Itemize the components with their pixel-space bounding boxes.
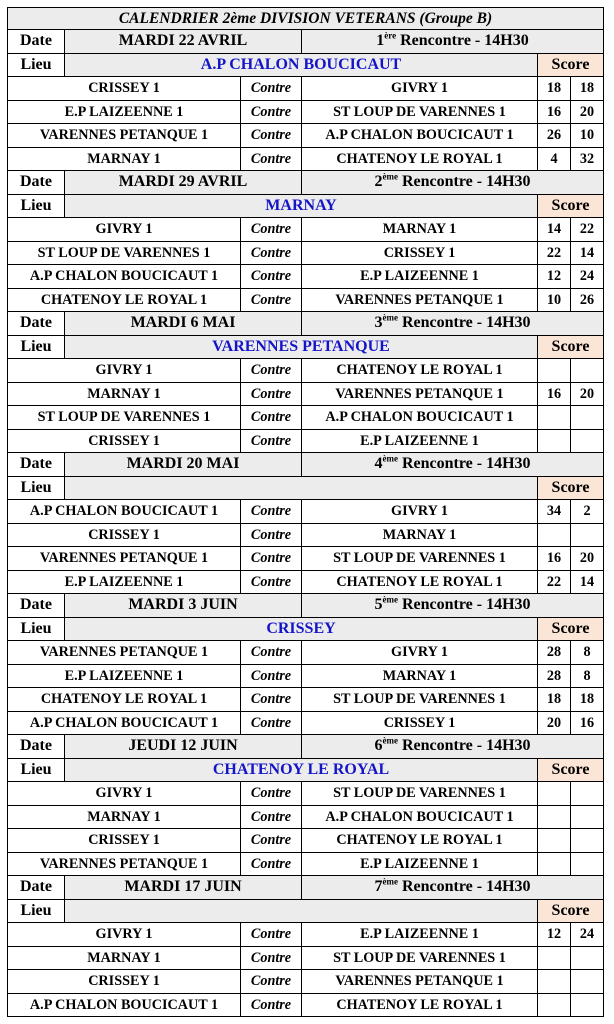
contre-label: Contre bbox=[241, 664, 302, 688]
contre-label: Contre bbox=[241, 946, 302, 970]
contre-label: Contre bbox=[241, 641, 302, 665]
home-team: CRISSEY 1 bbox=[8, 970, 241, 994]
match-row bbox=[8, 429, 604, 453]
score-away bbox=[571, 993, 604, 1017]
round-venue: VARENNES PETANQUE bbox=[65, 335, 538, 359]
away-team: VARENNES PETANQUE 1 bbox=[302, 288, 538, 312]
match-row bbox=[8, 100, 604, 124]
score-home: 4 bbox=[538, 147, 571, 171]
round-venue-row bbox=[8, 476, 604, 500]
score-away: 20 bbox=[571, 100, 604, 124]
away-team: MARNAY 1 bbox=[302, 523, 538, 547]
score-away: 8 bbox=[571, 664, 604, 688]
home-team: CRISSEY 1 bbox=[8, 77, 241, 101]
rencontre-label: Rencontre - 14H30 bbox=[397, 737, 531, 755]
contre-label: Contre bbox=[241, 852, 302, 876]
home-team: MARNAY 1 bbox=[8, 805, 241, 829]
score-header: Score bbox=[538, 617, 604, 641]
lieu-label: Lieu bbox=[8, 335, 65, 359]
home-team: GIVRY 1 bbox=[8, 923, 241, 947]
contre-label: Contre bbox=[241, 547, 302, 571]
round-date: JEUDI 12 JUIN bbox=[65, 735, 302, 759]
match-row bbox=[8, 852, 604, 876]
match-row bbox=[8, 288, 604, 312]
round-venue: A.P CHALON BOUCICAUT bbox=[65, 53, 538, 77]
round-number bbox=[302, 312, 604, 336]
score-home: 12 bbox=[538, 923, 571, 947]
round-ordinal: 6 bbox=[374, 737, 383, 755]
score-away: 14 bbox=[571, 241, 604, 265]
match-row bbox=[8, 124, 604, 148]
away-team: ST LOUP DE VARENNES 1 bbox=[302, 782, 538, 806]
score-home: 16 bbox=[538, 547, 571, 571]
round-date-row bbox=[8, 453, 604, 477]
round-ordinal-suffix: ème bbox=[382, 171, 398, 182]
score-away bbox=[571, 805, 604, 829]
contre-label: Contre bbox=[241, 993, 302, 1017]
score-home: 16 bbox=[538, 382, 571, 406]
score-away bbox=[571, 406, 604, 430]
round-ordinal-suffix: ème bbox=[382, 735, 398, 746]
round-date: MARDI 6 MAI bbox=[65, 312, 302, 336]
rencontre-label: Rencontre - 14H30 bbox=[397, 173, 531, 191]
round-number bbox=[302, 30, 604, 54]
home-team: E.P LAIZEENNE 1 bbox=[8, 664, 241, 688]
contre-label: Contre bbox=[241, 241, 302, 265]
score-home: 34 bbox=[538, 500, 571, 524]
contre-label: Contre bbox=[241, 77, 302, 101]
match-row bbox=[8, 923, 604, 947]
match-row bbox=[8, 970, 604, 994]
score-home: 16 bbox=[538, 100, 571, 124]
score-home: 10 bbox=[538, 288, 571, 312]
score-away: 20 bbox=[571, 382, 604, 406]
away-team: A.P CHALON BOUCICAUT 1 bbox=[302, 124, 538, 148]
home-team: GIVRY 1 bbox=[8, 782, 241, 806]
score-away: 26 bbox=[571, 288, 604, 312]
away-team: A.P CHALON BOUCICAUT 1 bbox=[302, 406, 538, 430]
score-away: 14 bbox=[571, 570, 604, 594]
away-team: E.P LAIZEENNE 1 bbox=[302, 429, 538, 453]
lieu-label: Lieu bbox=[8, 758, 65, 782]
contre-label: Contre bbox=[241, 382, 302, 406]
away-team: CRISSEY 1 bbox=[302, 711, 538, 735]
score-home: 28 bbox=[538, 641, 571, 665]
home-team: CHATENOY LE ROYAL 1 bbox=[8, 288, 241, 312]
score-home bbox=[538, 970, 571, 994]
score-away: 24 bbox=[571, 265, 604, 289]
score-home bbox=[538, 359, 571, 383]
round-venue bbox=[65, 476, 538, 500]
score-away bbox=[571, 852, 604, 876]
date-label: Date bbox=[8, 30, 65, 54]
round-date: MARDI 29 AVRIL bbox=[65, 171, 302, 195]
rencontre-label: Rencontre - 14H30 bbox=[397, 455, 531, 473]
score-away bbox=[571, 970, 604, 994]
score-home bbox=[538, 993, 571, 1017]
match-row bbox=[8, 406, 604, 430]
away-team: MARNAY 1 bbox=[302, 664, 538, 688]
score-away: 20 bbox=[571, 547, 604, 571]
round-date-row bbox=[8, 171, 604, 195]
date-label: Date bbox=[8, 171, 65, 195]
match-row bbox=[8, 688, 604, 712]
away-team: GIVRY 1 bbox=[302, 641, 538, 665]
rencontre-label: Rencontre - 14H30 bbox=[396, 32, 529, 50]
home-team: E.P LAIZEENNE 1 bbox=[8, 100, 241, 124]
home-team: MARNAY 1 bbox=[8, 946, 241, 970]
away-team: E.P LAIZEENNE 1 bbox=[302, 852, 538, 876]
away-team: CHATENOY LE ROYAL 1 bbox=[302, 829, 538, 853]
title-row bbox=[8, 8, 604, 30]
contre-label: Contre bbox=[241, 500, 302, 524]
contre-label: Contre bbox=[241, 429, 302, 453]
score-header: Score bbox=[538, 53, 604, 77]
round-venue-row bbox=[8, 758, 604, 782]
round-date-row bbox=[8, 735, 604, 759]
home-team: VARENNES PETANQUE 1 bbox=[8, 547, 241, 571]
away-team: A.P CHALON BOUCICAUT 1 bbox=[302, 805, 538, 829]
match-row bbox=[8, 523, 604, 547]
score-header: Score bbox=[538, 899, 604, 923]
round-ordinal-suffix: ème bbox=[382, 594, 398, 605]
round-date-row bbox=[8, 594, 604, 618]
away-team: GIVRY 1 bbox=[302, 77, 538, 101]
lieu-label: Lieu bbox=[8, 194, 65, 218]
date-label: Date bbox=[8, 876, 65, 900]
away-team: VARENNES PETANQUE 1 bbox=[302, 382, 538, 406]
away-team: CHATENOY LE ROYAL 1 bbox=[302, 147, 538, 171]
rencontre-label: Rencontre - 14H30 bbox=[397, 878, 531, 896]
lieu-label: Lieu bbox=[8, 617, 65, 641]
contre-label: Contre bbox=[241, 100, 302, 124]
score-away bbox=[571, 946, 604, 970]
score-home: 18 bbox=[538, 77, 571, 101]
date-label: Date bbox=[8, 594, 65, 618]
score-away bbox=[571, 829, 604, 853]
calendar-sheet bbox=[7, 7, 603, 1017]
match-row bbox=[8, 218, 604, 242]
score-away: 16 bbox=[571, 711, 604, 735]
round-date-row bbox=[8, 30, 604, 54]
score-home bbox=[538, 829, 571, 853]
away-team: ST LOUP DE VARENNES 1 bbox=[302, 547, 538, 571]
match-row bbox=[8, 500, 604, 524]
away-team: E.P LAIZEENNE 1 bbox=[302, 923, 538, 947]
round-number bbox=[302, 735, 604, 759]
score-home bbox=[538, 523, 571, 547]
home-team: E.P LAIZEENNE 1 bbox=[8, 570, 241, 594]
date-label: Date bbox=[8, 312, 65, 336]
score-home bbox=[538, 805, 571, 829]
score-home: 22 bbox=[538, 241, 571, 265]
round-ordinal: 1 bbox=[376, 32, 385, 50]
match-row bbox=[8, 359, 604, 383]
rencontre-label: Rencontre - 14H30 bbox=[397, 314, 531, 332]
home-team: A.P CHALON BOUCICAUT 1 bbox=[8, 711, 241, 735]
away-team: VARENNES PETANQUE 1 bbox=[302, 970, 538, 994]
lieu-label: Lieu bbox=[8, 476, 65, 500]
calendar-table bbox=[7, 7, 604, 1017]
round-date: MARDI 3 JUIN bbox=[65, 594, 302, 618]
round-venue-row bbox=[8, 335, 604, 359]
contre-label: Contre bbox=[241, 147, 302, 171]
contre-label: Contre bbox=[241, 124, 302, 148]
score-home: 28 bbox=[538, 664, 571, 688]
match-row bbox=[8, 382, 604, 406]
contre-label: Contre bbox=[241, 359, 302, 383]
round-venue: CRISSEY bbox=[65, 617, 538, 641]
home-team: GIVRY 1 bbox=[8, 218, 241, 242]
home-team: MARNAY 1 bbox=[8, 147, 241, 171]
score-away bbox=[571, 359, 604, 383]
round-date-row bbox=[8, 312, 604, 336]
home-team: A.P CHALON BOUCICAUT 1 bbox=[8, 500, 241, 524]
round-venue-row bbox=[8, 194, 604, 218]
home-team: CRISSEY 1 bbox=[8, 429, 241, 453]
match-row bbox=[8, 77, 604, 101]
match-row bbox=[8, 265, 604, 289]
round-ordinal-suffix: ère bbox=[384, 30, 397, 41]
score-away: 22 bbox=[571, 218, 604, 242]
away-team: ST LOUP DE VARENNES 1 bbox=[302, 688, 538, 712]
home-team: CHATENOY LE ROYAL 1 bbox=[8, 688, 241, 712]
contre-label: Contre bbox=[241, 218, 302, 242]
contre-label: Contre bbox=[241, 406, 302, 430]
home-team: CRISSEY 1 bbox=[8, 523, 241, 547]
home-team: VARENNES PETANQUE 1 bbox=[8, 852, 241, 876]
home-team: VARENNES PETANQUE 1 bbox=[8, 124, 241, 148]
contre-label: Contre bbox=[241, 288, 302, 312]
home-team: A.P CHALON BOUCICAUT 1 bbox=[8, 993, 241, 1017]
score-away bbox=[571, 523, 604, 547]
contre-label: Contre bbox=[241, 711, 302, 735]
score-header: Score bbox=[538, 194, 604, 218]
away-team: E.P LAIZEENNE 1 bbox=[302, 265, 538, 289]
round-venue: CHATENOY LE ROYAL bbox=[65, 758, 538, 782]
match-row bbox=[8, 711, 604, 735]
round-date-row bbox=[8, 876, 604, 900]
score-away: 8 bbox=[571, 641, 604, 665]
round-number bbox=[302, 594, 604, 618]
match-row bbox=[8, 782, 604, 806]
match-row bbox=[8, 946, 604, 970]
score-header: Score bbox=[538, 476, 604, 500]
round-venue-row bbox=[8, 53, 604, 77]
away-team: ST LOUP DE VARENNES 1 bbox=[302, 946, 538, 970]
score-away: 24 bbox=[571, 923, 604, 947]
round-ordinal: 3 bbox=[374, 314, 383, 332]
lieu-label: Lieu bbox=[8, 899, 65, 923]
contre-label: Contre bbox=[241, 829, 302, 853]
score-away bbox=[571, 782, 604, 806]
away-team: CHATENOY LE ROYAL 1 bbox=[302, 993, 538, 1017]
contre-label: Contre bbox=[241, 782, 302, 806]
match-row bbox=[8, 664, 604, 688]
round-ordinal: 5 bbox=[374, 596, 383, 614]
round-venue: MARNAY bbox=[65, 194, 538, 218]
match-row bbox=[8, 993, 604, 1017]
home-team: A.P CHALON BOUCICAUT 1 bbox=[8, 265, 241, 289]
round-venue bbox=[65, 899, 538, 923]
round-date: MARDI 22 AVRIL bbox=[65, 30, 302, 54]
contre-label: Contre bbox=[241, 805, 302, 829]
score-header: Score bbox=[538, 335, 604, 359]
round-ordinal: 7 bbox=[374, 878, 383, 896]
away-team: MARNAY 1 bbox=[302, 218, 538, 242]
home-team: ST LOUP DE VARENNES 1 bbox=[8, 406, 241, 430]
round-ordinal: 2 bbox=[374, 173, 383, 191]
home-team: MARNAY 1 bbox=[8, 382, 241, 406]
score-away: 32 bbox=[571, 147, 604, 171]
date-label: Date bbox=[8, 453, 65, 477]
calendar-title: CALENDRIER 2ème DIVISION VETERANS (Groupe B) bbox=[8, 8, 604, 30]
away-team: CHATENOY LE ROYAL 1 bbox=[302, 359, 538, 383]
score-home: 12 bbox=[538, 265, 571, 289]
lieu-label: Lieu bbox=[8, 53, 65, 77]
away-team: GIVRY 1 bbox=[302, 500, 538, 524]
score-home: 26 bbox=[538, 124, 571, 148]
home-team: CRISSEY 1 bbox=[8, 829, 241, 853]
round-date: MARDI 20 MAI bbox=[65, 453, 302, 477]
contre-label: Contre bbox=[241, 523, 302, 547]
score-home bbox=[538, 852, 571, 876]
match-row bbox=[8, 805, 604, 829]
score-home: 18 bbox=[538, 688, 571, 712]
contre-label: Contre bbox=[241, 688, 302, 712]
round-ordinal: 4 bbox=[374, 455, 383, 473]
round-number bbox=[302, 171, 604, 195]
score-away: 10 bbox=[571, 124, 604, 148]
score-header: Score bbox=[538, 758, 604, 782]
away-team: ST LOUP DE VARENNES 1 bbox=[302, 100, 538, 124]
score-home bbox=[538, 406, 571, 430]
contre-label: Contre bbox=[241, 970, 302, 994]
score-home: 14 bbox=[538, 218, 571, 242]
away-team: CHATENOY LE ROYAL 1 bbox=[302, 570, 538, 594]
home-team: GIVRY 1 bbox=[8, 359, 241, 383]
round-venue-row bbox=[8, 617, 604, 641]
score-away: 2 bbox=[571, 500, 604, 524]
score-away bbox=[571, 429, 604, 453]
score-home bbox=[538, 429, 571, 453]
home-team: ST LOUP DE VARENNES 1 bbox=[8, 241, 241, 265]
match-row bbox=[8, 570, 604, 594]
match-row bbox=[8, 829, 604, 853]
round-number bbox=[302, 876, 604, 900]
score-home bbox=[538, 782, 571, 806]
round-ordinal-suffix: ème bbox=[382, 876, 398, 887]
date-label: Date bbox=[8, 735, 65, 759]
contre-label: Contre bbox=[241, 570, 302, 594]
round-venue-row bbox=[8, 899, 604, 923]
away-team: CRISSEY 1 bbox=[302, 241, 538, 265]
score-away: 18 bbox=[571, 77, 604, 101]
home-team: VARENNES PETANQUE 1 bbox=[8, 641, 241, 665]
round-ordinal-suffix: ème bbox=[382, 453, 398, 464]
score-away: 18 bbox=[571, 688, 604, 712]
match-row bbox=[8, 641, 604, 665]
contre-label: Contre bbox=[241, 923, 302, 947]
round-date: MARDI 17 JUIN bbox=[65, 876, 302, 900]
match-row bbox=[8, 547, 604, 571]
rencontre-label: Rencontre - 14H30 bbox=[397, 596, 531, 614]
match-row bbox=[8, 147, 604, 171]
round-number bbox=[302, 453, 604, 477]
contre-label: Contre bbox=[241, 265, 302, 289]
score-home: 22 bbox=[538, 570, 571, 594]
round-ordinal-suffix: ème bbox=[382, 312, 398, 323]
match-row bbox=[8, 241, 604, 265]
score-home: 20 bbox=[538, 711, 571, 735]
score-home bbox=[538, 946, 571, 970]
